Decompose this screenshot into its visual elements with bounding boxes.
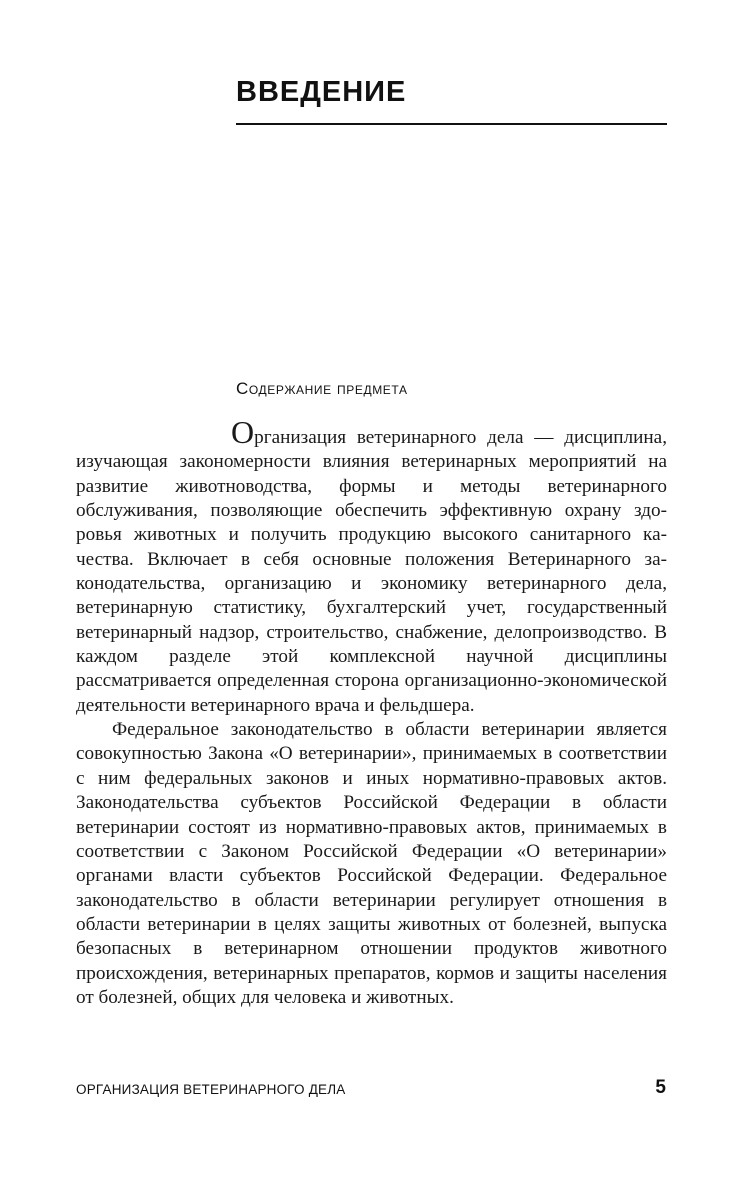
chapter-title: ВВЕДЕНИЕ [236, 76, 407, 108]
running-footer-title: ОРГАНИЗАЦИЯ ВЕТЕРИНАРНОГО ДЕЛА [76, 1082, 346, 1097]
paragraph-2: Федеральное законодательство в области ветеринарии является совокупностью Закона «О ветеринарии», принимаемых в соответствии с ним федеральных законов и иных нормативно-правовых актов. Законодательства субъектов Российской Федерации в области ветеринарии состоят из нормативно-правовых актов, принимаемых в соответствии с Законом Российской Федерации «О ветеринарии» органами власти субъектов Российской Федерации. Федеральное законодательство в области ветеринарии регулирует отношения в области ветеринарии в целях защиты животных от болезней, выпуска безопасных в ветеринарном отношении продуктов животного происхождения, ветеринарных препаратов, кормов и защиты населения от болезней, общих для человека и животных. [76, 719, 667, 1008]
page-number: 5 [655, 1077, 666, 1098]
section-title: Содержание предмета [236, 379, 408, 398]
paragraph-1-text: рганизация ветеринарного дела — дисциплина, изучающая закономерности влияния ветеринарных мероприятий на развитие животноводства, формы и методы ветеринарного обслуживания, позволяющие обеспечить эффективную охрану здоровья животных и получить продукцию высокого санитарного качества. Включает в себя основные положения Ветеринарного законодательства, организацию и экономику ветеринарного дела, ветеринарную статистику, бухгалтерский учет, государственный ветеринарный надзор, строительство, снабжение, делопроизводство. В каждом разделе этой комплексной научной дисциплины рассматривается определенная сторона организационно-экономической деятельности ветеринарного врача и фельдшера. [76, 427, 667, 716]
drop-cap-letter: О [231, 414, 255, 450]
paragraph-1 [76, 414, 667, 718]
title-underline-rule [236, 123, 667, 125]
body-text [76, 414, 667, 1010]
